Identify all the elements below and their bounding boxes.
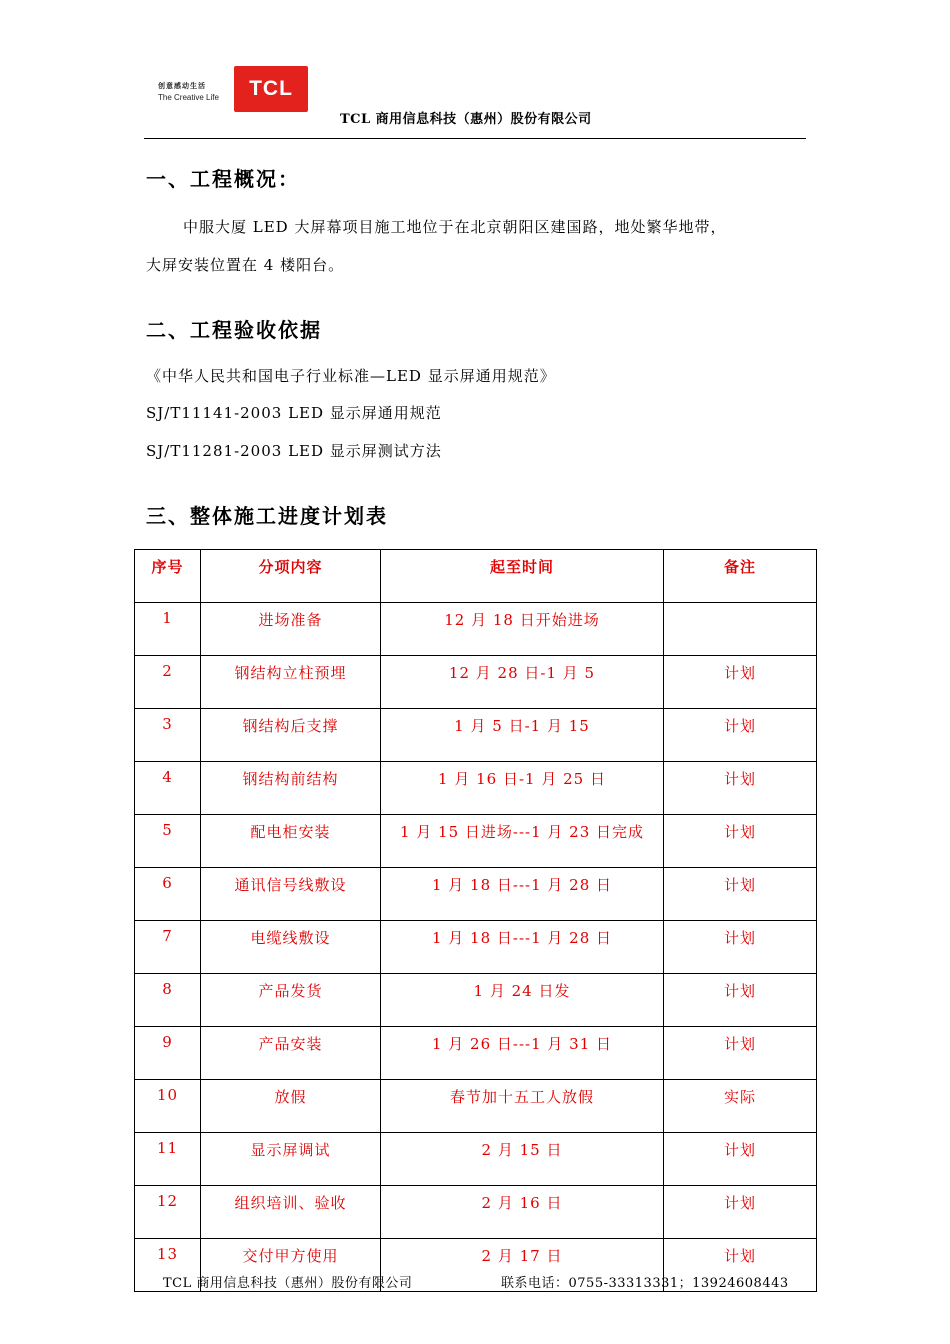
section1-para-line2: 大屏安装位置在 4 楼阳台。 (146, 256, 345, 274)
item-content-cell: 钢结构后支撑 (201, 709, 381, 762)
row-number-cell: 6 (135, 868, 201, 921)
row-number-cell: 5 (135, 815, 201, 868)
item-content-cell: 产品安装 (201, 1027, 381, 1080)
schedule-table (134, 549, 817, 1292)
table-row (135, 974, 817, 1027)
table-row (135, 1186, 817, 1239)
row-number-cell: 1 (135, 603, 201, 656)
logo-slogan (158, 80, 238, 104)
row-number-cell: 10 (135, 1080, 201, 1133)
table-row (135, 868, 817, 921)
item-content-cell: 电缆线敷设 (201, 921, 381, 974)
item-content-cell: 放假 (201, 1080, 381, 1133)
section1-para-line1: 中服大厦 LED 大屏幕项目施工地位于在北京朝阳区建国路，地处繁华地带， (183, 218, 727, 236)
time-range-cell: 2 月 16 日 (381, 1186, 664, 1239)
footer-contact: 联系电话：0755-33313331；13924608443 (501, 1276, 789, 1291)
remark-cell: 计划 (664, 815, 817, 868)
item-content-cell: 通讯信号线敷设 (201, 868, 381, 921)
time-range-cell: 2 月 15 日 (381, 1133, 664, 1186)
item-content-cell: 显示屏调试 (201, 1133, 381, 1186)
standard-item: 《中华人民共和国电子行业标准—LED 显示屏通用规范》 (146, 367, 556, 385)
tcl-logo (158, 66, 310, 114)
item-content-cell: 组织培训、验收 (201, 1186, 381, 1239)
time-range-cell: 1 月 15 日进场---1 月 23 日完成 (381, 815, 664, 868)
table-row (135, 762, 817, 815)
item-content-cell: 产品发货 (201, 974, 381, 1027)
time-range-cell: 2 月 17 日 (381, 1239, 664, 1292)
item-content-cell: 交付甲方使用 (201, 1239, 381, 1292)
table-row (135, 1133, 817, 1186)
section2-title: 二、工程验收依据 (146, 318, 322, 342)
standard-item: SJ/T11141-2003 LED 显示屏通用规范 (146, 404, 442, 422)
remark-cell: 计划 (664, 1186, 817, 1239)
column-header: 序号 (135, 550, 201, 603)
table-row (135, 815, 817, 868)
remark-cell: 计划 (664, 974, 817, 1027)
remark-cell: 计划 (664, 656, 817, 709)
item-content-cell: 进场准备 (201, 603, 381, 656)
remark-cell: 计划 (664, 762, 817, 815)
row-number-cell: 3 (135, 709, 201, 762)
time-range-cell: 1 月 26 日---1 月 31 日 (381, 1027, 664, 1080)
table-row (135, 1080, 817, 1133)
time-range-cell: 1 月 16 日-1 月 25 日 (381, 762, 664, 815)
standard-item: SJ/T11281-2003 LED 显示屏测试方法 (146, 442, 442, 460)
footer-company: TCL 商用信息科技（惠州）股份有限公司 (163, 1276, 413, 1291)
time-range-cell: 春节加十五工人放假 (381, 1080, 664, 1133)
header-company-name: TCL 商用信息科技（惠州）股份有限公司 (340, 112, 592, 127)
row-number-cell: 9 (135, 1027, 201, 1080)
column-header: 备注 (664, 550, 817, 603)
table-row (135, 603, 817, 656)
logo-slogan-cn: 创意感动生活 (158, 82, 206, 90)
row-number-cell: 12 (135, 1186, 201, 1239)
remark-cell: 计划 (664, 709, 817, 762)
row-number-cell: 11 (135, 1133, 201, 1186)
table-row (135, 709, 817, 762)
remark-cell: 实际 (664, 1080, 817, 1133)
item-content-cell: 配电柜安装 (201, 815, 381, 868)
row-number-cell: 4 (135, 762, 201, 815)
logo-mark (234, 66, 308, 112)
section1-title: 一、工程概况： (146, 167, 300, 191)
item-content-cell: 钢结构立柱预埋 (201, 656, 381, 709)
time-range-cell: 12 月 28 日-1 月 5 (381, 656, 664, 709)
item-content-cell: 钢结构前结构 (201, 762, 381, 815)
time-range-cell: 1 月 18 日---1 月 28 日 (381, 921, 664, 974)
remark-cell: 计划 (664, 1027, 817, 1080)
row-number-cell: 2 (135, 656, 201, 709)
column-header: 分项内容 (201, 550, 381, 603)
remark-cell: 计划 (664, 1133, 817, 1186)
logo-slogan-en: The Creative Life (158, 93, 219, 102)
table-header-row (135, 550, 817, 603)
row-number-cell: 7 (135, 921, 201, 974)
remark-cell: 计划 (664, 868, 817, 921)
time-range-cell: 1 月 5 日-1 月 15 (381, 709, 664, 762)
remark-cell: 计划 (664, 1239, 817, 1292)
remark-cell: 计划 (664, 921, 817, 974)
table-row (135, 921, 817, 974)
table-row (135, 656, 817, 709)
row-number-cell: 13 (135, 1239, 201, 1292)
section3-title: 三、整体施工进度计划表 (146, 504, 388, 528)
time-range-cell: 1 月 24 日发 (381, 974, 664, 1027)
logo-text: TCL (249, 77, 293, 100)
table-row (135, 1027, 817, 1080)
remark-cell (664, 603, 817, 656)
column-header: 起至时间 (381, 550, 664, 603)
header-divider (144, 138, 806, 139)
row-number-cell: 8 (135, 974, 201, 1027)
time-range-cell: 12 月 18 日开始进场 (381, 603, 664, 656)
time-range-cell: 1 月 18 日---1 月 28 日 (381, 868, 664, 921)
